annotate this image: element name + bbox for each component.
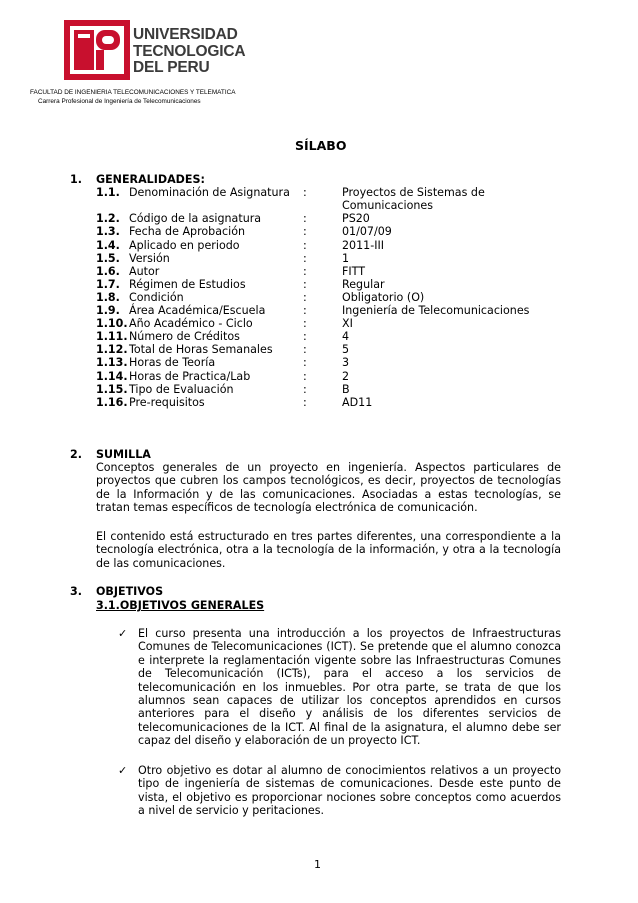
row-label: Autor xyxy=(129,264,160,278)
row-label: Régimen de Estudios xyxy=(129,277,246,291)
university-line-3: DEL PERU xyxy=(133,59,210,76)
sumilla-paragraph-1: Conceptos generales de un proyecto en ingeniería. Aspectos particulares de proyectos que cubren los campos tecnológicos, es decir, proyectos de tecnologías de la Información y de las comunicaciones. Asociadas a estas tecnologías, se tratan temas específicos de tecnología electrónica de comunicación. xyxy=(96,461,561,515)
row-colon: : xyxy=(303,212,307,226)
row-label: Tipo de Evaluación xyxy=(129,382,234,396)
row-value: AD11 xyxy=(342,395,373,409)
row-number: 1.15. xyxy=(96,382,128,396)
row-colon: : xyxy=(303,264,307,278)
row-colon: : xyxy=(303,330,307,344)
row-value: 01/07/09 xyxy=(342,225,392,239)
row-colon: : xyxy=(303,238,307,252)
row-colon: : xyxy=(303,382,307,396)
generalidades-list xyxy=(96,186,556,409)
row-value: Obligatorio (O) xyxy=(342,290,425,304)
row-colon: : xyxy=(303,290,307,304)
row-label: Pre-requisitos xyxy=(129,395,205,409)
generalidades-row xyxy=(96,252,556,265)
row-number: 1.1. xyxy=(96,186,120,199)
row-number: 1.16. xyxy=(96,395,128,409)
row-colon: : xyxy=(303,304,307,318)
university-line-2: TECNOLOGICA xyxy=(133,42,246,60)
row-value: B xyxy=(342,382,350,396)
row-colon: : xyxy=(303,277,307,291)
section-1-heading: GENERALIDADES: xyxy=(96,173,205,186)
section-2-number: 2. xyxy=(70,448,82,461)
generalidades-row xyxy=(96,370,556,383)
objective-bullet-2: Otro objetivo es dotar al alumno de conocimientos relativos a un proyecto tipo de ingeniería de sistemas de comunicaciones. Desde este punto de vista, el objetivo es proporcionar nociones sobre conceptos como acuerdos a nivel de servicio y peritaciones. xyxy=(138,764,561,818)
row-number: 1.2. xyxy=(96,212,120,226)
row-label: Aplicado en periodo xyxy=(129,238,240,252)
row-colon: : xyxy=(303,225,307,239)
row-value: Proyectos de Sistemas de Comunicaciones xyxy=(342,186,485,213)
row-label: Horas de Teoría xyxy=(129,356,216,370)
row-value: XI xyxy=(342,317,353,331)
generalidades-row xyxy=(96,343,556,356)
check-mark-icon: ✓ xyxy=(118,764,128,777)
row-colon: : xyxy=(303,395,307,409)
row-label: Número de Créditos xyxy=(129,330,240,344)
row-value: 2 xyxy=(342,369,350,383)
row-colon: : xyxy=(303,343,307,357)
generalidades-row xyxy=(96,396,556,409)
row-value: 4 xyxy=(342,330,350,344)
generalidades-row xyxy=(96,383,556,396)
row-label: Código de la asignatura xyxy=(129,212,262,226)
row-colon: : xyxy=(303,186,307,199)
objective-bullet-1: El curso presenta una introducción a los proyectos de Infraestructuras Comunes de Telecomunicaciones (ICT). Se pretende que el alumno conozca e interprete la reglamentación vigente sobre las Infraestructuras Comunes de Telecomunicación (ICTs), para el acceso a los servicios de telecomunicación en los inmuebles. Por otra parte, se trata de que los alumnos sean capaces de utilizar los conceptos aprendidos en cursos anteriores para el diseño y análisis de los diferentes servicios de telecomunicaciones de la ICT. Al final de la asignatura, el alumno debe ser capaz del diseño y elaboración de un proyecto ICT. xyxy=(138,627,561,748)
row-number: 1.14. xyxy=(96,369,128,383)
faculty-name: FACULTAD DE INGENIERIA TELECOMUNICACIONES Y TELEMATICA xyxy=(30,89,236,96)
row-number: 1.3. xyxy=(96,225,120,239)
row-value: 3 xyxy=(342,356,350,370)
university-line-1: UNIVERSIDAD xyxy=(133,26,238,43)
generalidades-row xyxy=(96,239,556,252)
row-colon: : xyxy=(303,317,307,331)
row-number: 1.9. xyxy=(96,304,120,318)
row-label: Total de Horas Semanales xyxy=(129,343,273,357)
row-label: Condición xyxy=(129,290,184,304)
generalidades-row xyxy=(96,225,556,238)
subsection-3-1-heading: 3.1.OBJETIVOS GENERALES xyxy=(96,599,265,612)
generalidades-row xyxy=(96,304,556,317)
row-number: 1.7. xyxy=(96,277,120,291)
row-number: 1.10. xyxy=(96,317,128,331)
section-3-number: 3. xyxy=(70,585,82,598)
row-number: 1.11. xyxy=(96,330,128,344)
row-value: Regular xyxy=(342,277,385,291)
generalidades-row xyxy=(96,278,556,291)
generalidades-row xyxy=(96,291,556,304)
row-number: 1.13. xyxy=(96,356,128,370)
section-3-heading: OBJETIVOS xyxy=(96,585,164,598)
row-label: Horas de Practica/Lab xyxy=(129,369,251,383)
generalidades-row xyxy=(96,330,556,343)
row-number: 1.12. xyxy=(96,343,128,357)
row-number: 1.6. xyxy=(96,264,120,278)
row-label: Versión xyxy=(129,251,170,265)
row-colon: : xyxy=(303,356,307,370)
row-label: Año Académico - Ciclo xyxy=(129,317,253,331)
career-name: Carrera Profesional de Ingeniería de Telecomunicaciones xyxy=(38,98,201,105)
row-number: 1.4. xyxy=(96,238,120,252)
check-mark-icon: ✓ xyxy=(118,627,128,640)
row-label: Fecha de Aprobación xyxy=(129,225,246,239)
row-number: 1.5. xyxy=(96,251,120,265)
row-value: 1 xyxy=(342,251,350,265)
university-name xyxy=(133,27,245,77)
generalidades-row xyxy=(96,356,556,369)
page-title: SÍLABO xyxy=(295,138,347,153)
row-colon: : xyxy=(303,369,307,383)
sumilla-paragraph-2: El contenido está estructurado en tres partes diferentes, una correspondiente a la tecnología electrónica, otra a la tecnología de la información, y otra a la tecnología de las comunicaciones. xyxy=(96,530,561,570)
row-value: 2011-III xyxy=(342,238,385,252)
row-label: Área Académica/Escuela xyxy=(129,304,266,318)
row-number: 1.8. xyxy=(96,290,120,304)
page-number: 1 xyxy=(314,858,321,871)
utp-logo-icon xyxy=(64,20,130,80)
generalidades-row xyxy=(96,186,556,212)
row-value: PS20 xyxy=(342,212,370,226)
section-2-heading: SUMILLA xyxy=(96,448,151,461)
row-colon: : xyxy=(303,251,307,265)
row-value: FITT xyxy=(342,264,366,278)
row-value: Ingeniería de Telecomunicaciones xyxy=(342,304,530,318)
generalidades-row xyxy=(96,265,556,278)
row-label: Denominación de Asignatura xyxy=(129,186,290,199)
row-value: 5 xyxy=(342,343,350,357)
generalidades-row xyxy=(96,317,556,330)
section-1-number: 1. xyxy=(70,173,82,186)
generalidades-row xyxy=(96,212,556,225)
